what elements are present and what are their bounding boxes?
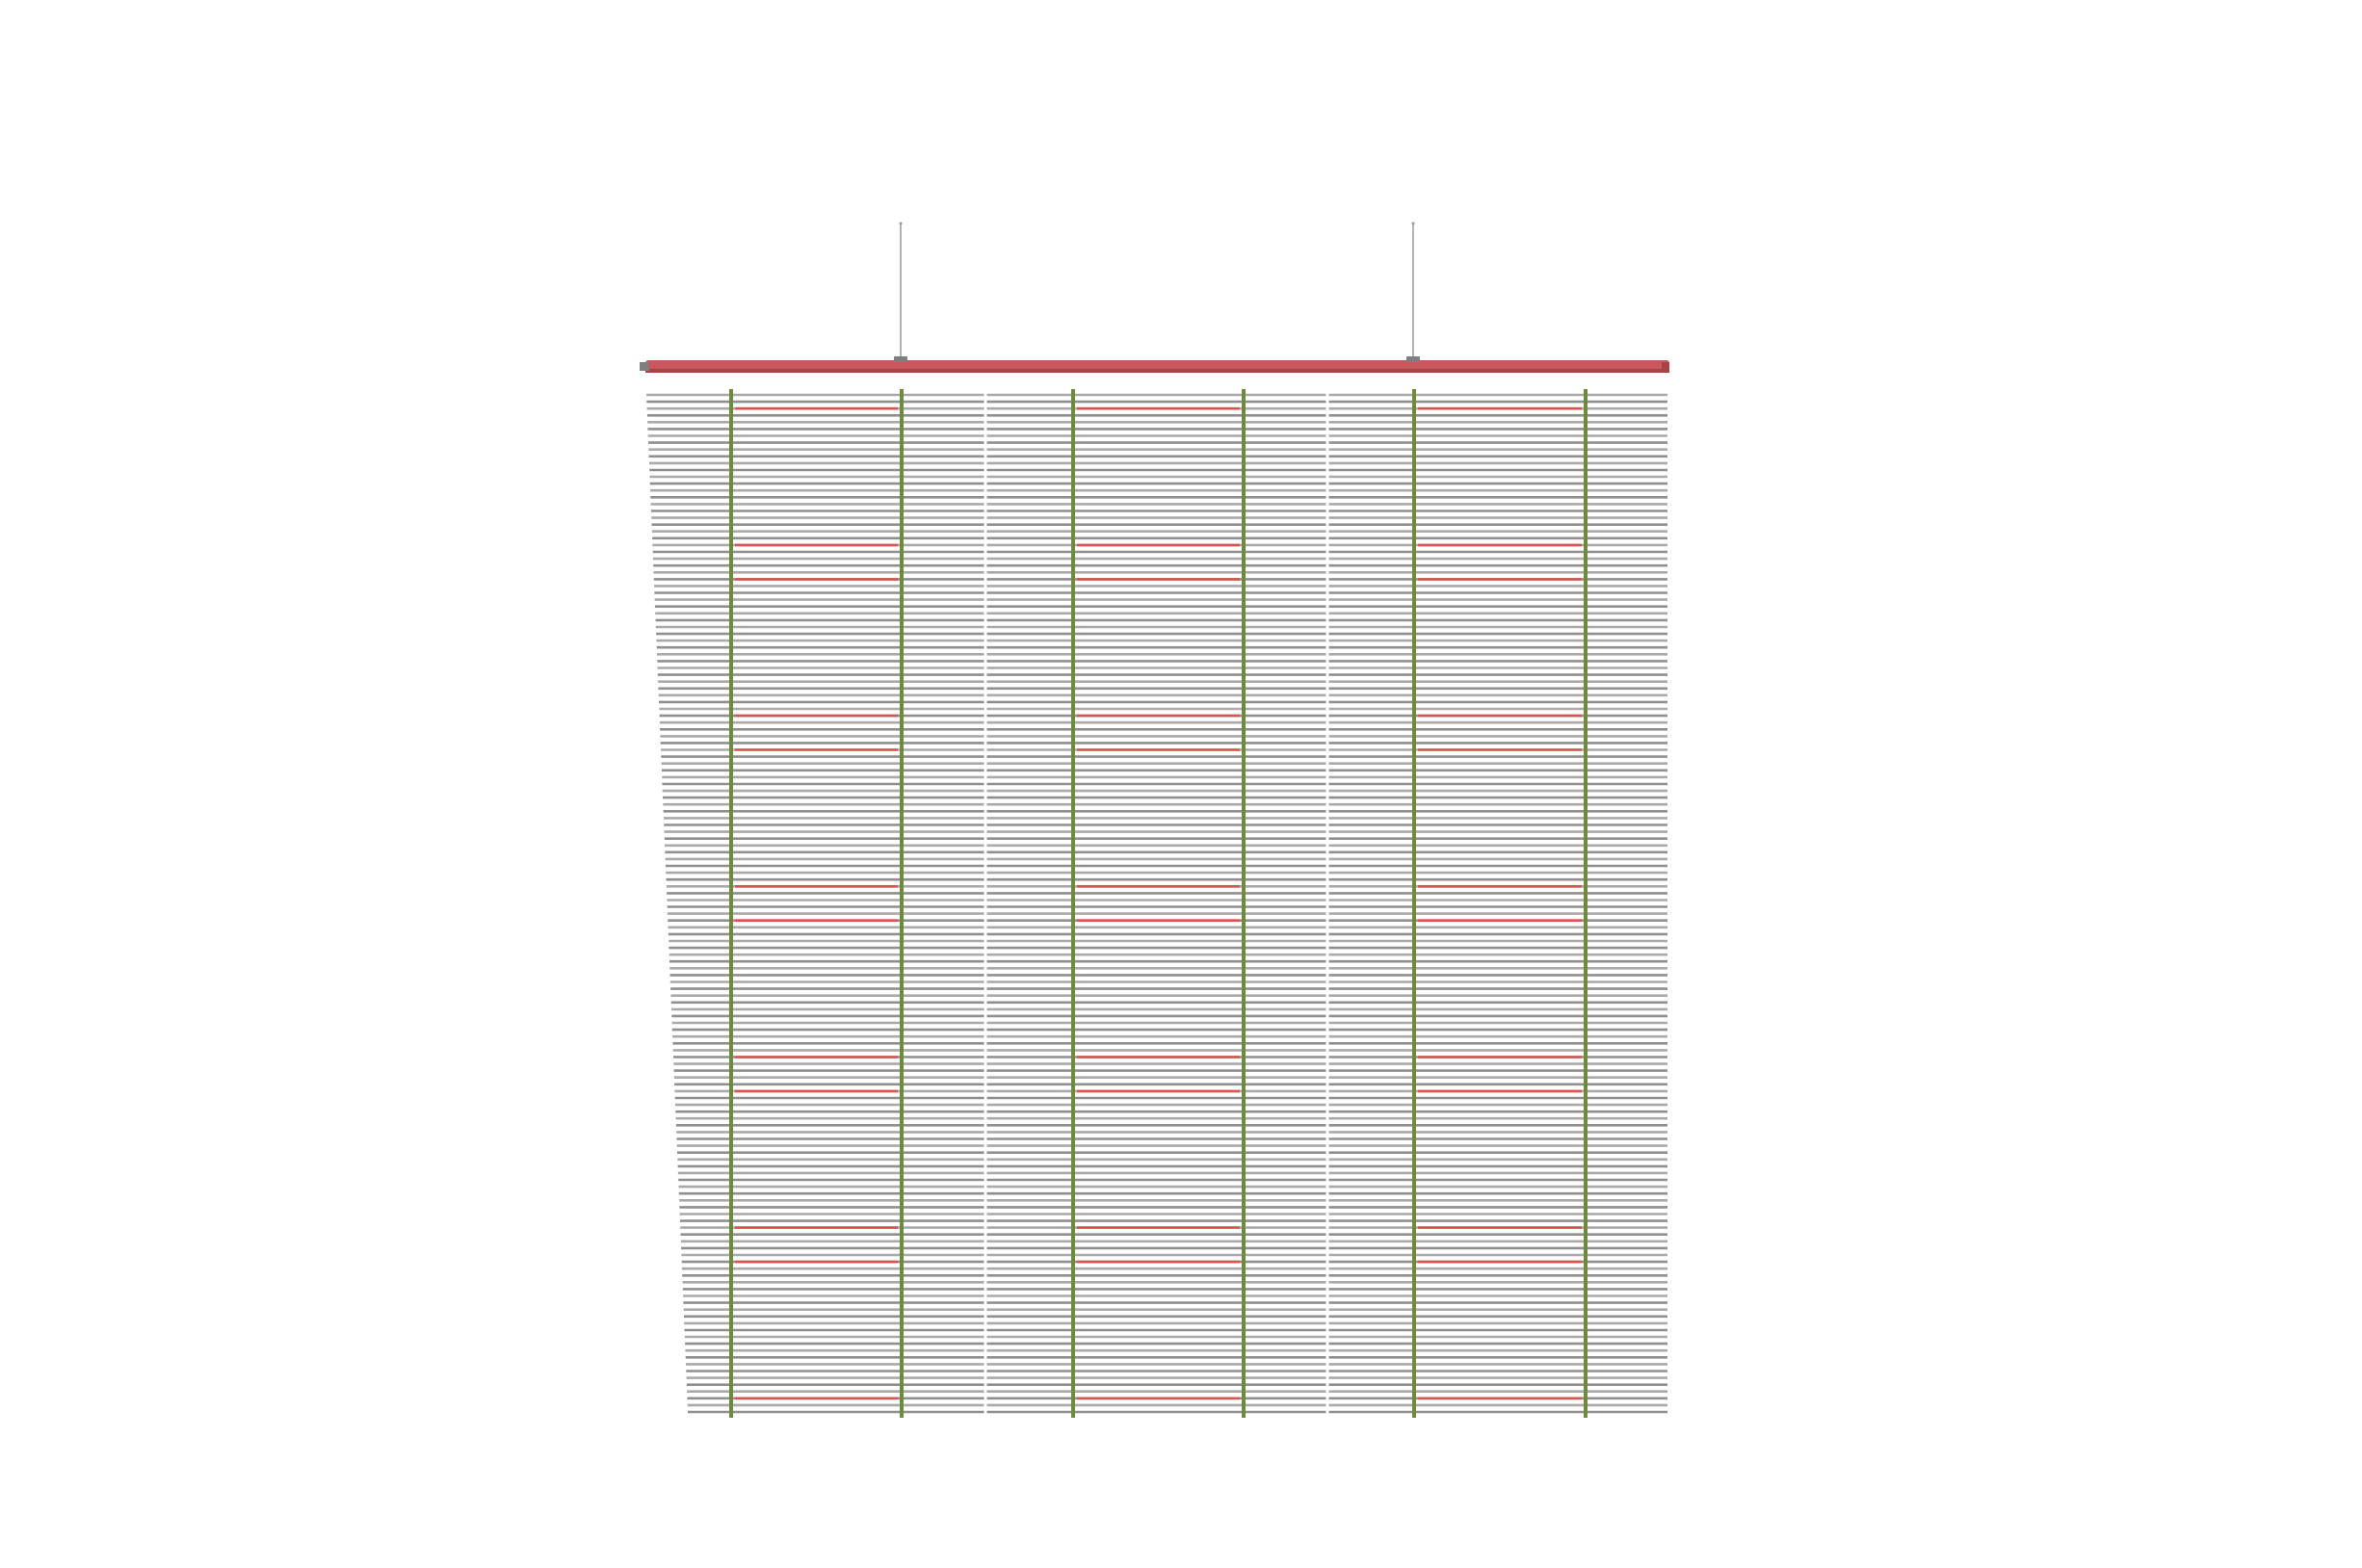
- red-rungs: [735, 408, 1582, 1398]
- vertical-strap-module-3-1: [1412, 389, 1416, 1418]
- vertical-strap-module-1-1: [729, 389, 733, 1418]
- vertical-strap-module-3-2: [1584, 389, 1588, 1418]
- header-bar-shadow: [645, 369, 1669, 373]
- header-end-cap-left: [640, 362, 649, 371]
- header-bar-group: [640, 356, 1669, 373]
- vertical-strap-module-2-2: [1242, 389, 1246, 1418]
- module-divider-2: [1326, 391, 1329, 1416]
- hanging-clamp-2: [1406, 356, 1420, 362]
- vertical-strap-module-2-1: [1071, 389, 1075, 1418]
- vertical-strap-module-1-2: [900, 389, 904, 1418]
- hanging-cables: [900, 222, 1415, 359]
- mesh-panel: [646, 395, 1667, 1412]
- cable-anchor-1: [900, 222, 903, 225]
- cable-anchor-2: [1412, 222, 1415, 225]
- hanging-clamp-1: [894, 356, 907, 362]
- vertical-straps: [729, 389, 1588, 1418]
- header-end-cap-right: [1662, 362, 1669, 371]
- module-divider-1: [984, 391, 987, 1416]
